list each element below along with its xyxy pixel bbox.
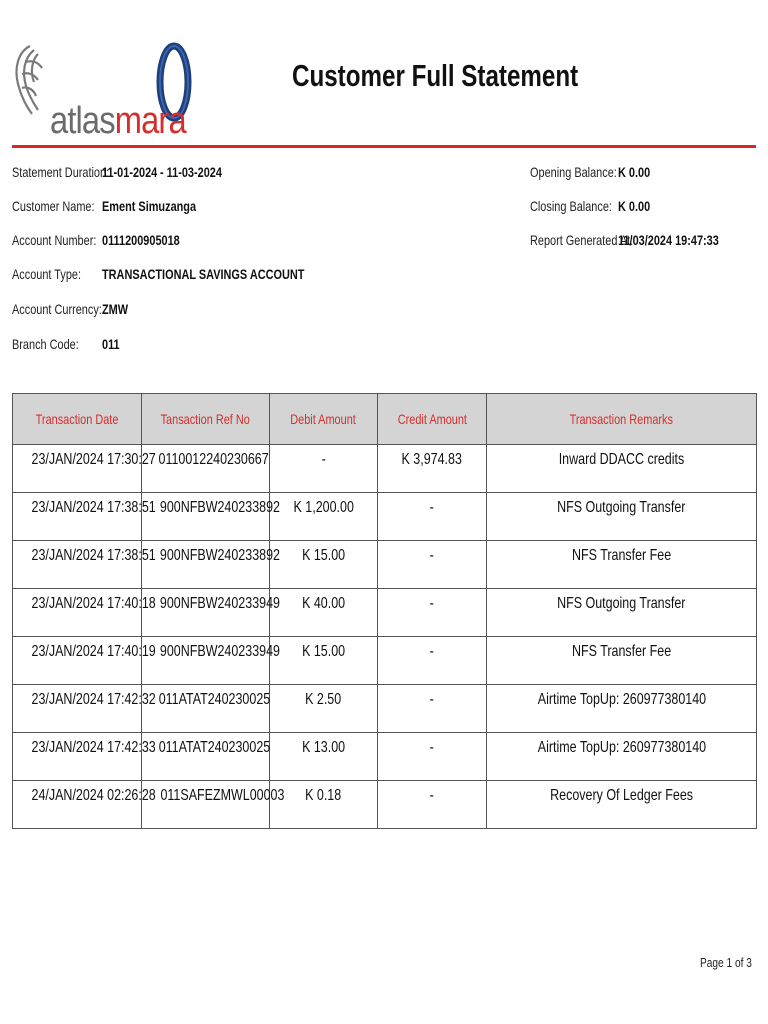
col-header-ref-no: Tansaction Ref No [142,394,270,445]
statement-from-value: 11-01-2024 [102,164,158,180]
report-generated-value: 11/03/2024 19:47:33 [618,232,719,248]
cell-ref: 011SAFEZMWL00003 [142,781,270,829]
table-row [13,781,757,829]
cell-debit: - [270,445,378,493]
cell-debit: K 13.00 [270,733,378,781]
cell-date: 24/JAN/2024 02:26:28 [13,781,142,829]
branch-code-value: 011 [102,336,120,352]
cell-ref: 900NFBW240233949 [142,637,270,685]
logo-wordmark [50,100,186,143]
cell-date: 23/JAN/2024 17:42:32 [13,685,142,733]
cell-ref: 900NFBW240233892 [142,493,270,541]
cell-date: 23/JAN/2024 17:30:27 [13,445,142,493]
table-row [13,733,757,781]
opening-balance-label: Opening Balance: [530,164,617,180]
table-row [13,493,757,541]
col-header-remarks: Transaction Remarks [487,394,757,445]
opening-balance-value: K 0.00 [618,164,651,180]
header-divider [12,145,756,148]
cell-credit: - [378,781,487,829]
table-row [13,685,757,733]
bank-logo [12,38,192,142]
cell-credit: - [378,589,487,637]
cell-debit: K 15.00 [270,637,378,685]
cell-credit: - [378,541,487,589]
account-currency-value: ZMW [102,301,129,317]
cell-ref: 011ATAT240230025 [142,733,270,781]
cell-remarks: Inward DDACC credits [487,445,757,493]
table-row [13,541,757,589]
cell-credit: - [378,733,487,781]
cell-remarks: Airtime TopUp: 260977380140 [487,733,757,781]
statement-duration-label: Statement Duration: [12,164,110,180]
account-number-value: 0111200905018 [102,232,180,248]
cell-date: 23/JAN/2024 17:38:51 [13,541,142,589]
transactions-table [12,393,757,829]
logo-atlas-text: atlas [50,100,115,142]
table-header-row [13,394,757,445]
cell-date: 23/JAN/2024 17:40:18 [13,589,142,637]
cell-remarks: NFS Transfer Fee [487,541,757,589]
table-row [13,637,757,685]
account-number-label: Account Number: [12,232,97,248]
col-header-debit-amount: Debit Amount [270,394,378,445]
customer-name-label: Customer Name: [12,198,95,214]
cell-date: 23/JAN/2024 17:40:19 [13,637,142,685]
cell-debit: K 1,200.00 [270,493,378,541]
col-header-transaction-date: Transaction Date [13,394,142,445]
cell-credit: K 3,974.83 [378,445,487,493]
cell-remarks: NFS Outgoing Transfer [487,589,757,637]
account-type-label: Account Type: [12,266,82,282]
cell-ref: 0110012240230667 [142,445,270,493]
closing-balance-value: K 0.00 [618,198,651,214]
account-currency-label: Account Currency: [12,301,102,317]
cell-ref: 900NFBW240233949 [142,589,270,637]
cell-date: 23/JAN/2024 17:42:33 [13,733,142,781]
branch-code-label: Branch Code: [12,336,79,352]
cell-remarks: Recovery Of Ledger Fees [487,781,757,829]
cell-ref: 011ATAT240230025 [142,685,270,733]
cell-remarks: NFS Transfer Fee [487,637,757,685]
table-row [13,445,757,493]
cell-debit: K 15.00 [270,541,378,589]
account-type-value: TRANSACTIONAL SAVINGS ACCOUNT [102,266,305,282]
cell-credit: - [378,493,487,541]
statement-to-value: - 11-03-2024 [160,164,222,180]
cell-remarks: NFS Outgoing Transfer [487,493,757,541]
cell-credit: - [378,685,487,733]
cell-ref: 900NFBW240233892 [142,541,270,589]
cell-date: 23/JAN/2024 17:38:51 [13,493,142,541]
table-row [13,589,757,637]
customer-name-value: Ement Simuzanga [102,198,197,214]
col-header-credit-amount: Credit Amount [378,394,487,445]
cell-credit: - [378,637,487,685]
logo-mara-text: mara [114,100,186,142]
cell-debit: K 0.18 [270,781,378,829]
cell-debit: K 2.50 [270,685,378,733]
cell-debit: K 40.00 [270,589,378,637]
report-generated-label: Report Generated At: [530,232,634,248]
closing-balance-label: Closing Balance: [530,198,612,214]
page-number: Page 1 of 3 [700,955,752,970]
page-title: Customer Full Statement [292,58,579,93]
cell-remarks: Airtime TopUp: 260977380140 [487,685,757,733]
